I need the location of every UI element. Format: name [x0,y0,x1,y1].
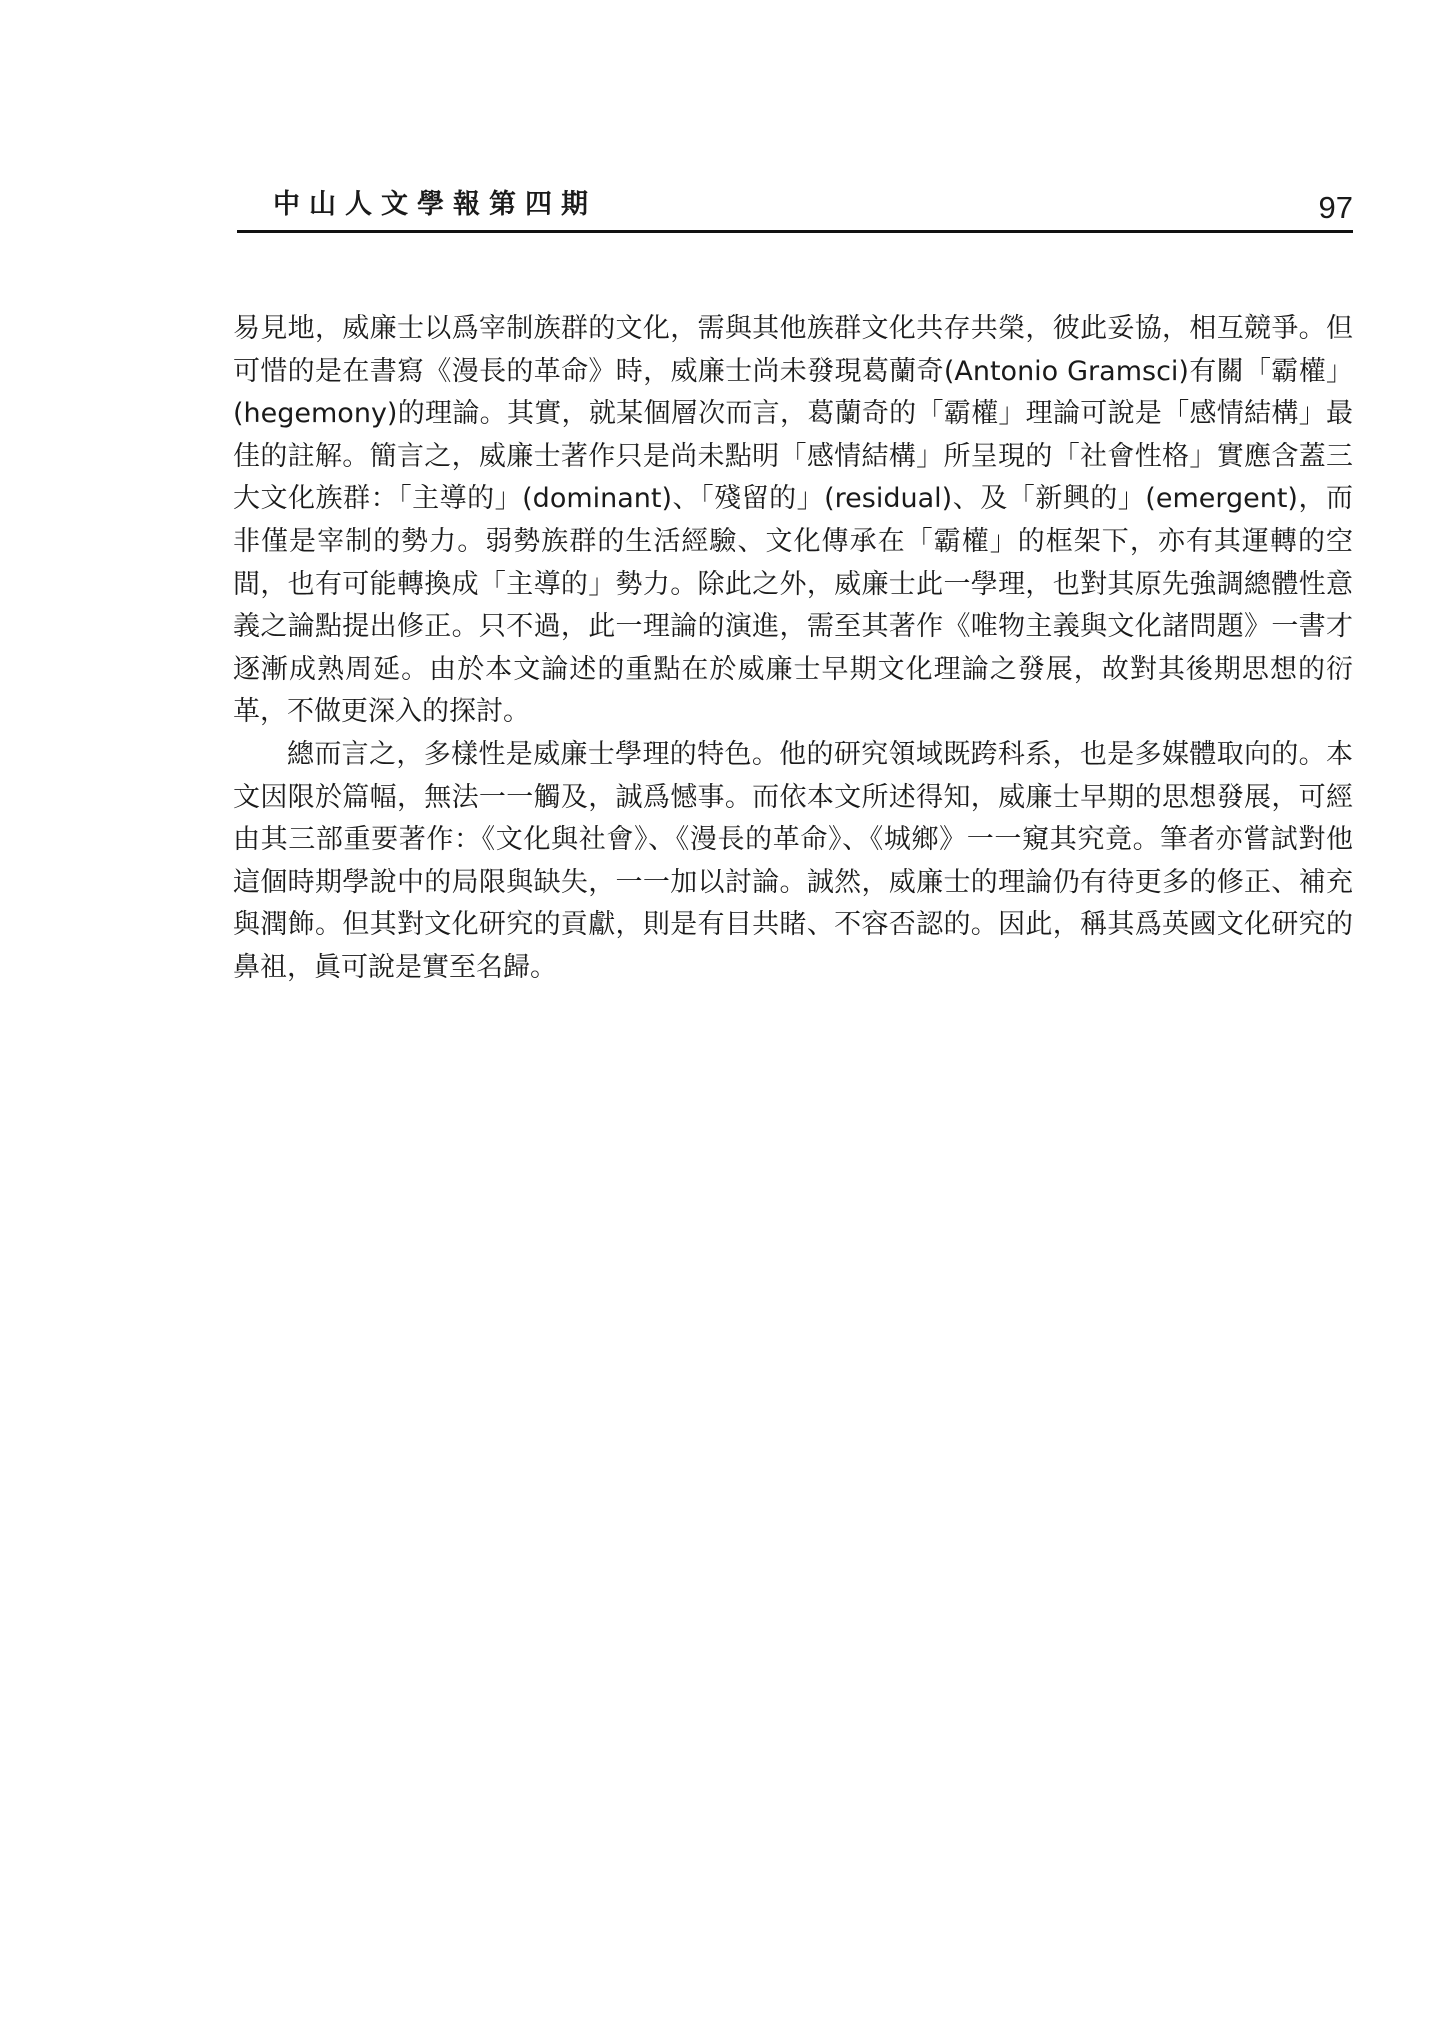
paragraph: 總而言之，多樣性是威廉士學理的特色。他的研究領域既跨科系，也是多媒體取向的。本文因限於篇幅，無法一一觸及，誠爲憾事。而依本文所述得知，威廉士早期的思想發展，可經由其三部重要著作：《文化與社會》、《漫長的革命》、《城鄉》一一窺其究竟。筆者亦嘗試對他這個時期學說中的局限與缺失，一一加以討論。誠然，威廉士的理論仍有待更多的修正、補充與潤飾。但其對文化研究的貢獻，則是有目共睹、不容否認的。因此，稱其爲英國文化研究的鼻祖，眞可說是實至名歸。 [233,738,1353,983]
paragraph: 易見地，威廉士以爲宰制族群的文化，需與其他族群文化共存共榮，彼此妥協，相互競爭。但可惜的是在書寫《漫長的革命》時，威廉士尚未發現葛蘭奇(Antonio Gramsci)有關「霸權」(hegemony)的理論。其實，就某個層次而言，葛蘭奇的「霸權」理論可說是「感情結構」最佳的註解。簡言之，威廉士著作只是尚未點明「感情結構」所呈現的「社會性格」實應含蓋三大文化族群：「主導的」(dominant)、「殘留的」(residual)、及「新興的」(emergent)，而非僅是宰制的勢力。弱勢族群的生活經驗、文化傳承在「霸權」的框架下，亦有其運轉的空間，也有可能轉換成「主導的」勢力。除此之外，威廉士此一學理，也對其原先強調總體性意義之論點提出修正。只不過，此一理論的演進，需至其著作《唯物主義與文化諸問題》一書才逐漸成熟周延。由於本文論述的重點在於威廉士早期文化理論之發展，故對其後期思想的衍革，不做更深入的探討。 [233,313,1353,728]
running-header [237,188,1353,232]
header-rule [237,230,1353,233]
body-text [233,308,1353,990]
page-number: 97 [1318,190,1353,225]
journal-title: 中山人文學報第四期 [273,189,597,220]
